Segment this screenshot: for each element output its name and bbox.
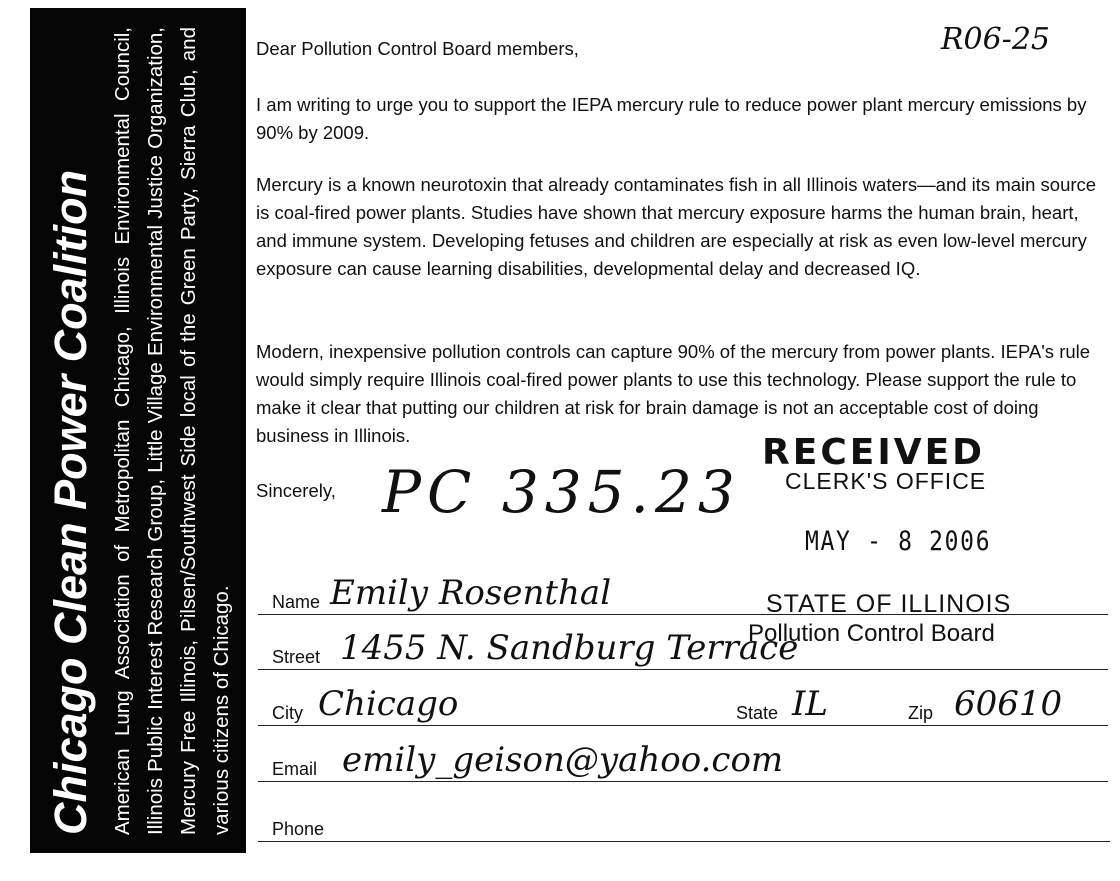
state-label: State [736,703,779,723]
name-label: Name [272,592,321,612]
street-underline [258,669,1108,670]
city-underline [258,725,1108,726]
stamp-date: MAY - 8 2006 [805,526,992,557]
salutation: Dear Pollution Control Board members, [256,38,579,59]
stamp-state: STATE OF ILLINOIS [766,590,1012,618]
coalition-members: American Lung Association of Metropolitan Chicago, Illinois Environmental Council, Illinois Public Interest Research Group, Little Village Environmental Justice Organization, Mercury Free Illinois, Pilsen/Southwest Side local of the Green Party, Sierra Club, and various citizens of Chicago. [111,26,233,835]
city-label: City [272,703,303,723]
stamp-received: RECEIVED [762,432,986,473]
closing: Sincerely, [256,480,336,501]
letter-paragraph-2: Mercury is a known neurotoxin that already contaminates fish in all Illinois waters—and its main source is coal-fired power plants. Studies have shown that mercury exposure harms the human brain, heart, and immune system. Developing fetuses and children are especially at risk as even low-level mercury exposure can cause learning disabilities, developmental delay and decreased IQ. [256,174,1097,279]
zip-label: Zip [908,703,934,723]
sidebar-content [38,21,238,841]
letter-paragraph-3: Modern, inexpensive pollution controls can capture 90% of the mercury from power plants. IEPA's rule would simply require Illinois coal-fired power plants to use this technology. Please support the rule to make it clear that putting our children at risk for brain damage is not an acceptable cost of doing business in Illinois. [256,341,1091,446]
letter-paragraph-1: I am writing to urge you to support the IEPA mercury rule to reduce power plant mercury emissions by 90% by 2009. [256,94,1087,143]
email-field[interactable]: emily_geison@yahoo.com [342,740,784,780]
zip-field[interactable]: 60610 [954,684,1063,724]
name-field[interactable]: Emily Rosenthal [330,573,612,613]
state-field[interactable]: IL [792,684,829,724]
coalition-title: Chicago Clean Power Coalition [45,169,96,835]
stamp-office: CLERK'S OFFICE [785,468,987,494]
city-row [258,676,1108,726]
phone-row [258,792,1110,842]
city-field[interactable]: Chicago [318,684,459,724]
street-label: Street [272,647,321,667]
email-underline [258,781,1108,782]
email-row [258,732,1108,782]
phone-underline [258,841,1110,842]
street-row [258,620,1108,670]
stamp-board: Pollution Control Board [748,620,995,647]
coalition-sidebar [30,8,246,853]
email-label: Email [272,759,318,779]
street-field[interactable]: 1455 N. Sandburg Terrace [340,628,799,668]
pc-number: PC 335.23 [382,458,741,526]
phone-label: Phone [272,819,325,839]
docket-number: R06-25 [940,22,1050,57]
